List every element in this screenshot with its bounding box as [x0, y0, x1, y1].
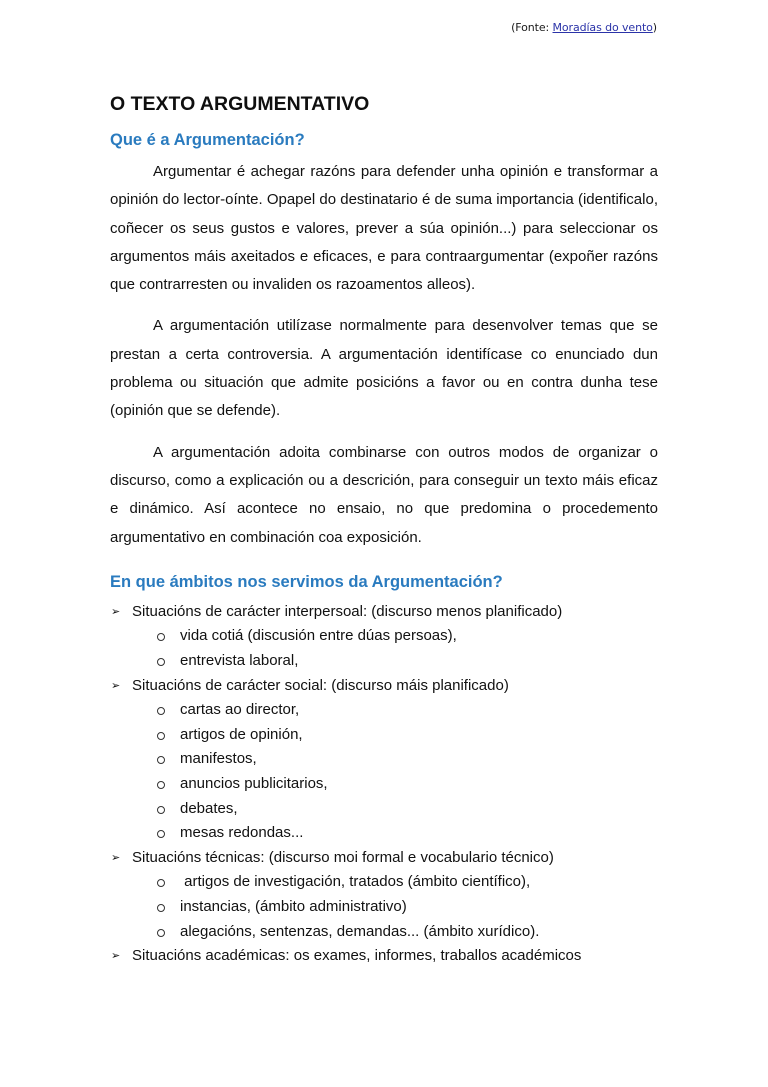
sub-item-label: artigos de opinión, — [180, 725, 303, 743]
sub-item-label: anuncios publicitarios, — [180, 775, 328, 793]
sub-list-item — [132, 747, 658, 772]
sub-list-item — [132, 821, 658, 846]
paragraph-1: Argumentar é achegar razóns para defender unha opinión e transformar a opinión do lector-oínte. Opapel do destinatario é de suma importancia (identificalo, coñecer os seus gustos e valores, prever a súa opinión...) para seleccionar os argumentos máis axeitados e eficaces, e para contraargumentar (expoñer razóns que contrarresten ou invaliden os razoamentos alleos). — [110, 163, 658, 294]
document-title: O TEXTO ARGUMENTATIVO — [110, 93, 370, 115]
sub-list-item — [132, 649, 658, 674]
sub-list-item — [132, 723, 658, 748]
sub-item-label: instancias, (ámbito administrativo) — [180, 897, 407, 915]
list-item-label: Situacións de carácter social: (discurso máis planificado) — [132, 676, 509, 694]
sub-list-item — [132, 797, 658, 822]
circle-bullet-icon — [157, 879, 165, 887]
circle-bullet-icon — [157, 707, 165, 715]
list-item-label: Situacións técnicas: (discurso moi formal e vocabulario técnico) — [132, 848, 554, 866]
sub-list-item — [132, 895, 658, 920]
source-prefix: (Fonte: — [511, 21, 553, 34]
circle-bullet-icon — [157, 929, 165, 937]
arrow-bullet-icon: ➢ — [111, 679, 121, 692]
scopes-list — [110, 600, 658, 969]
sub-list — [132, 870, 658, 944]
sub-item-label: mesas redondas... — [180, 824, 304, 842]
list-item-label: Situacións académicas: os exames, informes, traballos académicos — [132, 947, 582, 965]
section-heading-what-is: Que é a Argumentación? — [110, 131, 305, 149]
list-item — [110, 944, 658, 969]
source-citation — [511, 21, 657, 34]
arrow-bullet-icon: ➢ — [111, 605, 121, 618]
list-item — [110, 600, 658, 674]
sub-item-label: cartas ao director, — [180, 701, 300, 719]
circle-bullet-icon — [157, 806, 165, 814]
sub-list-item — [132, 870, 658, 895]
circle-bullet-icon — [157, 732, 165, 740]
circle-bullet-icon — [157, 633, 165, 641]
sub-item-label: alegacións, sentenzas, demandas... (ámbito xurídico). — [180, 922, 540, 940]
sub-list-item — [132, 698, 658, 723]
sub-list-item — [132, 920, 658, 945]
list-item — [110, 846, 658, 944]
sub-item-label: debates, — [180, 799, 238, 817]
circle-bullet-icon — [157, 756, 165, 764]
list-item — [110, 674, 658, 846]
document-page — [110, 90, 658, 969]
arrow-bullet-icon: ➢ — [111, 851, 121, 864]
circle-bullet-icon — [157, 781, 165, 789]
sub-list — [132, 624, 658, 673]
sub-item-label: entrevista laboral, — [180, 652, 299, 670]
section-heading-scopes: En que ámbitos nos servimos da Argumentación? — [110, 572, 503, 591]
arrow-bullet-icon: ➢ — [111, 950, 121, 963]
sub-list-item — [132, 624, 658, 649]
circle-bullet-icon — [157, 658, 165, 666]
list-item-label: Situacións de carácter interpersoal: (discurso menos planificado) — [132, 602, 563, 620]
paragraph-3: A argumentación adoita combinarse con outros modos de organizar o discurso, como a explicación ou a descrición, para conseguir un texto máis eficaz e dinámico. Así acontece no ensaio, no que predomina o procedemento argumentativo en combinación coa exposición. — [110, 443, 658, 546]
sub-list-item — [132, 772, 658, 797]
sub-item-label: manifestos, — [180, 750, 257, 768]
source-link[interactable]: Moradías do vento — [552, 21, 653, 34]
paragraph-2: A argumentación utilízase normalmente para desenvolver temas que se prestan a certa controversia. A argumentación identifícase co enunciado dun problema ou situación que admite posicións a favor ou en contra dunha tese (opinión que se defende). — [110, 317, 658, 420]
sub-item-label: vida cotiá (discusión entre dúas persoas), — [180, 627, 457, 645]
sub-item-label: artigos de investigación, tratados (ámbito científico), — [180, 873, 531, 891]
circle-bullet-icon — [157, 830, 165, 838]
sub-list — [132, 698, 658, 846]
circle-bullet-icon — [157, 904, 165, 912]
source-suffix: ) — [652, 21, 657, 34]
